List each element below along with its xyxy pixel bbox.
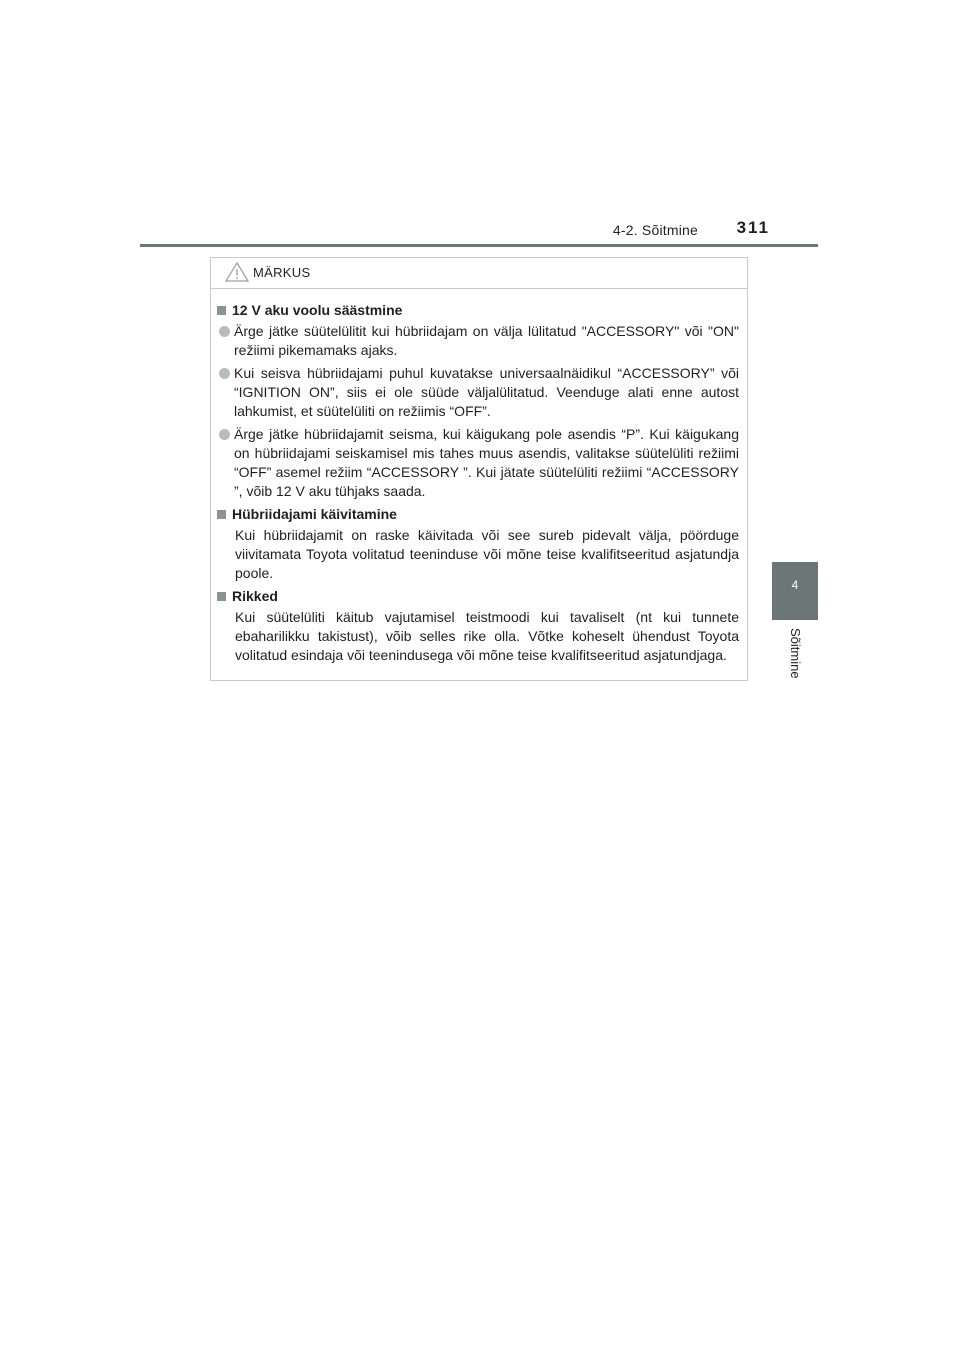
section-heading-text: Hübriidajami käivitamine [232,506,397,522]
page-number: 311 [736,218,770,237]
notice-body [211,289,747,665]
square-bullet-icon [217,510,226,519]
square-bullet-icon [217,592,226,601]
list-item [219,425,739,501]
section-heading-text: Rikked [232,588,278,604]
section-heading-text: 12 V aku voolu säästmine [232,302,403,318]
notice-header [211,258,747,289]
square-bullet-icon [217,306,226,315]
page-header [140,218,818,244]
section-paragraph: Kui süütelüliti käitub vajutamisel teistmoodi kui tavaliselt (nt kui tunnete ebaharilikku takistust), võib selles rike olla. Võtke koheselt ühendust Toyota volitatud esindaja või teenindusega või mõne teise kvalifitseeritud asjatundjaga. [235,609,739,663]
notice-box [210,257,748,681]
list-item [219,364,739,421]
chapter-number: 4 [791,578,799,592]
dot-bullet-icon [219,326,230,337]
dot-bullet-icon [219,429,230,440]
chapter-title: Sõitmine [788,628,803,679]
list-item [219,322,739,360]
list-item-text: Ärge jätke hübriidajamit seisma, kui käigukang pole asendis “P”. Kui käigukang on hübriidajami seiskamisel mis tahes muus asendis, valitakse süütelüliti režiimi “OFF” asemel režiim “ACCESSORY ”. Kui jätate süütelüliti režiimi “ACCESSORY ”, võib 12 V aku tühjaks saada. [234,426,739,499]
warning-icon [225,262,249,282]
chapter-tab [772,562,818,620]
list-item-text: Kui seisva hübriidajami puhul kuvatakse universaalnäidikul “ACCESSORY” või “IGNITION ON”, siis ei ole süüde väljalülitatud. Veenduge alati enne autost lahkumist, et süütelüliti on režiimis “OFF”. [234,365,739,419]
header-rule [140,244,818,247]
section-heading [217,505,739,524]
list-item-text: Ärge jätke süütelülitit kui hübriidajam on välja lülitatud "ACCESSORY" või "ON" režiimi pikemamaks ajaks. [234,323,739,358]
section-heading [217,301,739,320]
notice-title: MÄRKUS [253,265,311,280]
dot-bullet-icon [219,368,230,379]
section-label: 4-2. Sõitmine [612,222,698,238]
section-heading [217,587,739,606]
section-paragraph: Kui hübriidajamit on raske käivitada või see sureb pidevalt välja, pöörduge viivitamata Toyota volitatud teeninduse või mõne teise kvalifitseeritud asjatundja poole. [235,527,739,581]
